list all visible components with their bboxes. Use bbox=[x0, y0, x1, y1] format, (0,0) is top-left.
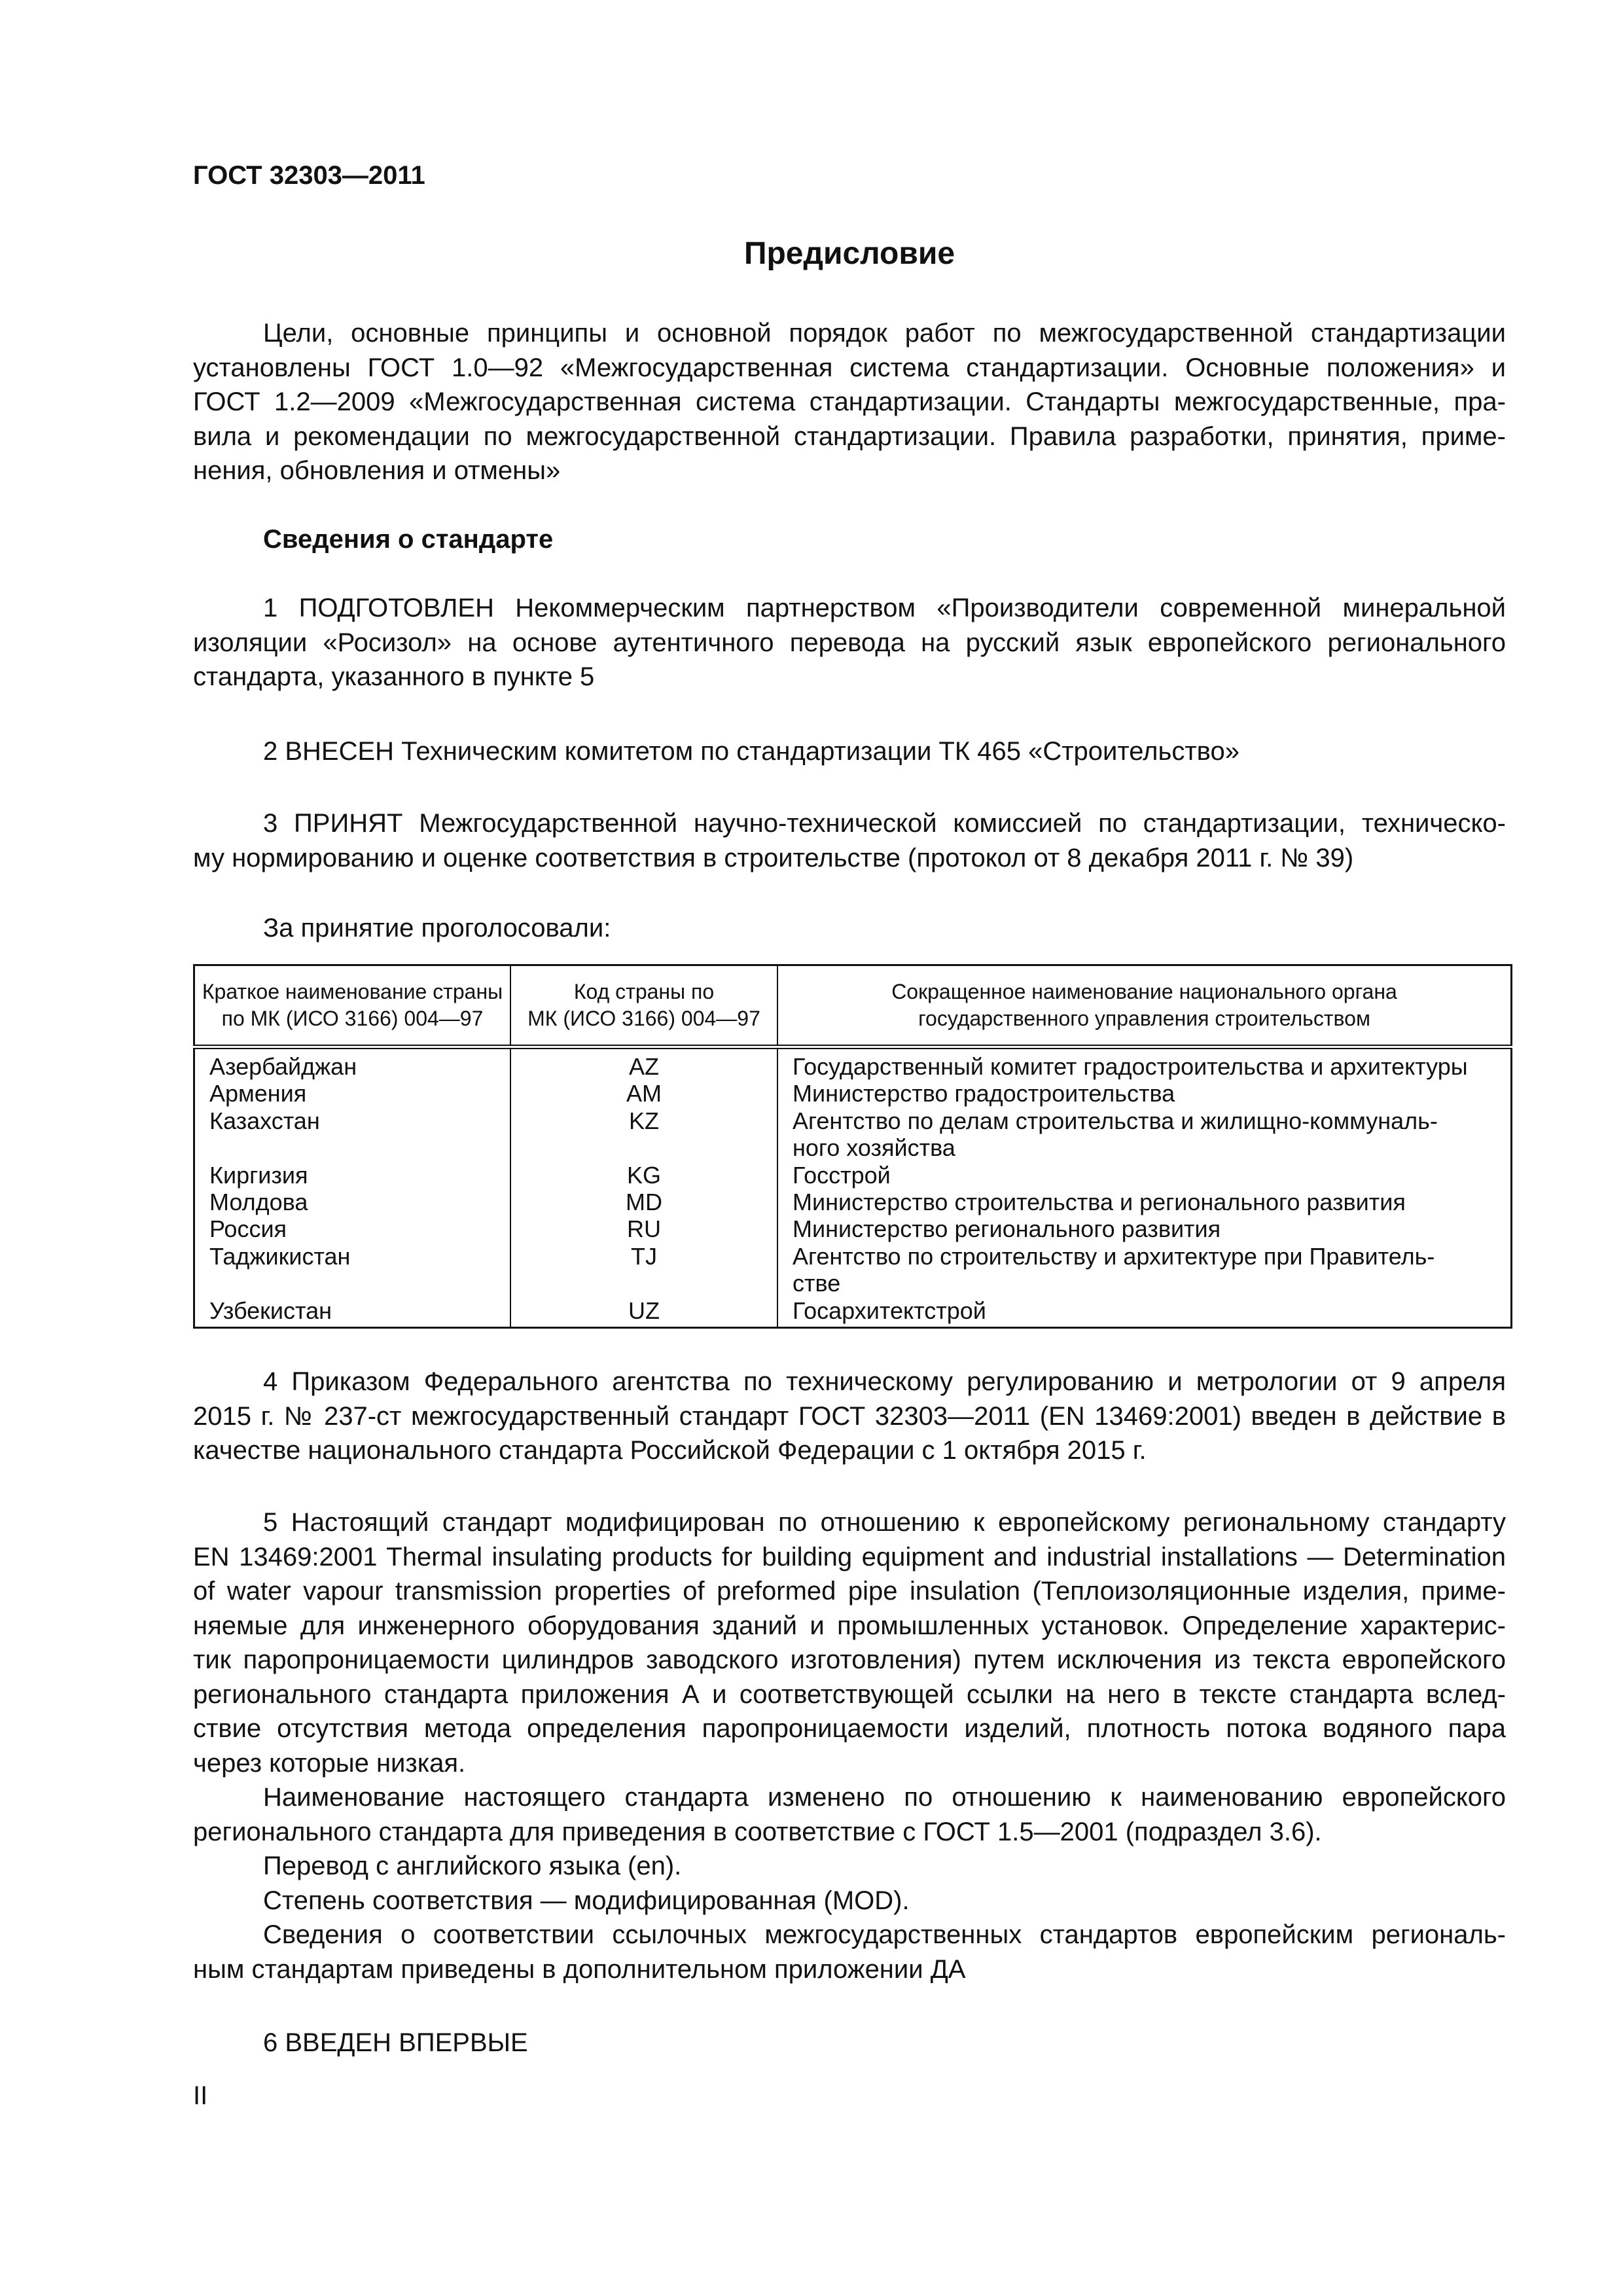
table-row bbox=[194, 1189, 1512, 1215]
vote-paragraph bbox=[193, 911, 1506, 946]
text-line: установлены ГОСТ 1.0—92 «Межгосударственная система стандартизации. Основные положения» и bbox=[193, 353, 1506, 382]
country-code: AZ bbox=[510, 1047, 777, 1081]
text-line: Цели, основные принципы и основной порядок работ по межгосударственной стандартизации bbox=[263, 319, 1506, 348]
text-line: регионального стандарта приложения А и соответствующей ссылки на него в тексте стандарта вслед- bbox=[193, 1679, 1506, 1709]
text-line: няемые для инженерного оборудования зданий и промышленных установок. Определение характерис- bbox=[193, 1611, 1506, 1640]
authority-name bbox=[777, 1215, 1512, 1242]
intro-paragraph bbox=[193, 316, 1506, 488]
country-code: RU bbox=[510, 1215, 777, 1242]
text-line: му нормированию и оценке соответствия в строительстве (протокол от 8 декабря 2011 г. № 39) bbox=[193, 843, 1354, 872]
text-line: За принятие проголосовали: bbox=[263, 914, 611, 942]
table-row bbox=[194, 1243, 1512, 1297]
header-line: по МК (ИСО 3166) 004—97 bbox=[221, 1007, 484, 1030]
svedeniya-paragraph bbox=[193, 522, 1506, 557]
authority-name bbox=[777, 1080, 1512, 1107]
authority-name bbox=[777, 1107, 1512, 1162]
authority-line: Госархитектстрой bbox=[793, 1297, 986, 1324]
table-row bbox=[194, 1080, 1512, 1107]
text-line: стандарта, указанного в пункте 5 bbox=[193, 662, 595, 691]
item1-paragraph bbox=[193, 591, 1506, 694]
authority-line: Министерство строительства и регионального развития bbox=[793, 1189, 1406, 1216]
text-line: 4 Приказом Федерального агентства по техническому регулированию и метрологии от 9 апреля bbox=[263, 1367, 1506, 1396]
item2-paragraph bbox=[193, 734, 1506, 769]
text-line: Перевод с английского языка (en). bbox=[263, 1852, 682, 1880]
item5-paragraph bbox=[193, 1505, 1506, 1986]
page-title: Предисловие bbox=[743, 236, 955, 271]
country-name: Молдова bbox=[194, 1189, 511, 1215]
authority-name bbox=[777, 1243, 1512, 1297]
voting-countries-table bbox=[193, 964, 1512, 1329]
text-line: ным стандартам приведены в дополнительном приложении ДА bbox=[193, 1954, 966, 1984]
country-code: KZ bbox=[510, 1107, 777, 1162]
country-code: MD bbox=[510, 1189, 777, 1215]
item4-paragraph bbox=[193, 1365, 1506, 1468]
text-line: качестве национального стандарта Российской Федерации с 1 октября 2015 г. bbox=[193, 1436, 1147, 1465]
header-authority bbox=[777, 965, 1512, 1047]
text-line: Наименование настоящего стандарта изменено по отношению к наименованию европейского bbox=[263, 1783, 1506, 1812]
text-line: нения, обновления и отмены» bbox=[193, 456, 561, 485]
text-line: Степень соответствия — модифицированная (MOD). bbox=[263, 1886, 910, 1915]
text-line: ствие отсутствия метода определения паропроницаемости изделий, плотность потока водяного пара bbox=[193, 1714, 1506, 1743]
country-name: Казахстан bbox=[194, 1107, 511, 1162]
country-name: Армения bbox=[194, 1080, 511, 1107]
country-code: UZ bbox=[510, 1297, 777, 1328]
authority-name bbox=[777, 1162, 1512, 1189]
text-line: 3 ПРИНЯТ Межгосударственной научно-технической комиссией по стандартизации, техническо- bbox=[263, 809, 1506, 838]
text-line: 2 ВНЕСЕН Техническим комитетом по стандартизации ТК 465 «Строительство» bbox=[263, 737, 1240, 766]
text-line: 5 Настоящий стандарт модифицирован по отношению к европейскому региональному стандарту bbox=[263, 1508, 1506, 1537]
text-line: Сведения о соответствии ссылочных межгосударственных стандартов европейским региональ- bbox=[263, 1920, 1506, 1949]
text-line: EN 13469:2001 Thermal insulating products for building equipment and industrial installations — Determination bbox=[193, 1542, 1506, 1571]
table-header-row bbox=[194, 965, 1512, 1047]
header-line: Сокращенное наименование национального органа bbox=[891, 980, 1397, 1003]
text-line: тик паропроницаемости цилиндров заводского изготовления) путем исключения из текста европейского bbox=[193, 1645, 1506, 1674]
header-line: Код страны по bbox=[573, 980, 715, 1003]
item3-paragraph bbox=[193, 806, 1506, 875]
table-row bbox=[194, 1047, 1512, 1081]
header-code bbox=[510, 965, 777, 1047]
country-code: AM bbox=[510, 1080, 777, 1107]
authority-name bbox=[777, 1297, 1512, 1328]
table-row bbox=[194, 1297, 1512, 1328]
country-name: Россия bbox=[194, 1215, 511, 1242]
page-number: II bbox=[193, 2081, 208, 2110]
text-line: через которые низкая. bbox=[193, 1748, 466, 1778]
authority-line: Госстрой bbox=[793, 1161, 891, 1189]
country-name: Таджикистан bbox=[194, 1243, 511, 1297]
text-line: изоляции «Росизол» на основе аутентичного перевода на русский язык европейского регионального bbox=[193, 628, 1506, 657]
authority-line: Агентство по делам строительства и жилищно-коммуналь- bbox=[793, 1107, 1438, 1134]
table-row bbox=[194, 1215, 1512, 1242]
text-line: 2015 г. № 237-ст межгосударственный стандарт ГОСТ 32303—2011 (EN 13469:2001) введен в действие в bbox=[193, 1401, 1506, 1431]
country-name: Киргизия bbox=[194, 1162, 511, 1189]
country-name: Узбекистан bbox=[194, 1297, 511, 1328]
authority-line: стве bbox=[793, 1270, 841, 1297]
authority-line: Министерство градостроительства bbox=[793, 1080, 1175, 1107]
authority-line: Агентство по строительству и архитектуре при Правитель- bbox=[793, 1242, 1435, 1270]
header-line: Краткое наименование страны bbox=[202, 980, 503, 1003]
text-line: ГОСТ 1.2—2009 «Межгосударственная система стандартизации. Стандарты межгосударственные, пра- bbox=[193, 387, 1506, 416]
text-line: of water vapour transmission properties of preformed pipe insulation (Теплоизоляционные изделия, приме- bbox=[193, 1577, 1506, 1605]
authority-line: Государственный комитет градостроительства и архитектуры bbox=[793, 1053, 1468, 1080]
document-number: ГОСТ 32303—2011 bbox=[193, 161, 425, 190]
text-line: Сведения о стандарте bbox=[263, 525, 554, 554]
authority-name bbox=[777, 1189, 1512, 1215]
header-line: МК (ИСО 3166) 004—97 bbox=[527, 1007, 760, 1030]
header-country bbox=[194, 965, 511, 1047]
text-line: регионального стандарта для приведения в соответствие с ГОСТ 1.5—2001 (подраздел 3.6). bbox=[193, 1817, 1322, 1846]
authority-name bbox=[777, 1047, 1512, 1081]
country-code: KG bbox=[510, 1162, 777, 1189]
authority-line: ного хозяйства bbox=[793, 1134, 955, 1162]
text-line: 1 ПОДГОТОВЛЕН Некоммерческим партнерством «Производители современной минеральной bbox=[263, 594, 1506, 622]
text-line: вила и рекомендации по межгосударственной стандартизации. Правила разработки, принятия, приме- bbox=[193, 422, 1506, 451]
table-row bbox=[194, 1162, 1512, 1189]
authority-line: Министерство регионального развития bbox=[793, 1215, 1221, 1243]
item6-paragraph bbox=[193, 2026, 1506, 2060]
country-code: TJ bbox=[510, 1243, 777, 1297]
country-name: Азербайджан bbox=[194, 1047, 511, 1081]
table-row bbox=[194, 1107, 1512, 1162]
header-line: государственного управления строительством bbox=[918, 1007, 1370, 1030]
text-line: 6 ВВЕДЕН ВПЕРВЫЕ bbox=[263, 2028, 528, 2057]
